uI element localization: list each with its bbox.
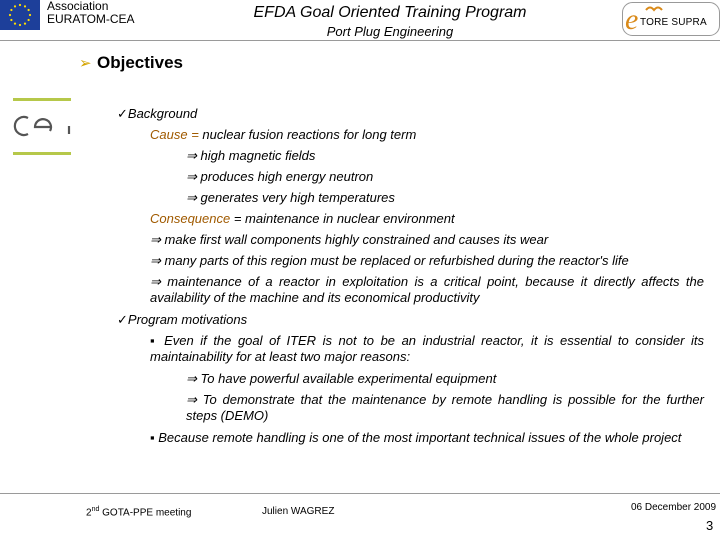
meeting-label	[86, 506, 191, 518]
cause-item-text: high magnetic fields	[200, 148, 316, 163]
reason-text: To demonstrate that the maintenance by remote handling is possible for the further steps (DEMO)	[186, 392, 704, 423]
square-bullet-icon: ▪	[150, 430, 159, 445]
implies-icon: ⇒	[186, 148, 201, 163]
svg-text:e: e	[625, 3, 639, 36]
page-number: 3	[706, 518, 714, 533]
motivation-bullet	[150, 333, 704, 365]
reason-item	[186, 371, 496, 387]
motivations-title: Program motivations	[127, 312, 248, 327]
background-item	[117, 106, 197, 122]
meeting-number: 2	[86, 507, 92, 519]
meeting-ordinal: nd	[91, 506, 100, 513]
motivation-text: Because remote handling is one of the most important technical issues of the whole project	[158, 430, 682, 445]
motivation-bullet	[150, 430, 704, 446]
cause-item-text: produces high energy neutron	[200, 169, 374, 184]
consequence-item	[150, 253, 629, 269]
meeting-name: GOTA-PPE meeting	[99, 507, 192, 519]
consequence-label: Consequence	[150, 211, 231, 226]
implies-icon: ⇒	[150, 253, 165, 268]
program-title: EFDA Goal Oriented Training Program	[253, 4, 527, 21]
eu-flag-logo	[0, 0, 40, 30]
cause-item-text: generates very high temperatures	[200, 190, 395, 205]
checkmark-icon: ✓	[117, 106, 128, 121]
motivation-text: Even if the goal of ITER is not to be an industrial reactor, it is essential to consider its maintainability for at least two major reasons:	[150, 333, 704, 364]
cause-text: nuclear fusion reactions for long term	[198, 127, 417, 142]
association-line-2: EURATOM-CEA	[47, 12, 135, 26]
reason-item	[186, 392, 704, 424]
cause-item	[186, 148, 315, 164]
cea-logo	[13, 112, 71, 140]
footer-divider	[0, 493, 720, 494]
cause-label: Cause =	[150, 127, 199, 142]
background-title: Background	[127, 106, 198, 121]
checkmark-icon: ✓	[117, 312, 128, 327]
implies-icon: ⇒	[150, 232, 165, 247]
cea-logo-top-bar	[13, 98, 71, 101]
consequence-text: = maintenance in nuclear environment	[230, 211, 455, 226]
cause-item	[186, 190, 395, 206]
implies-icon: ⇒	[186, 190, 201, 205]
cause-item	[186, 169, 373, 185]
cea-logo-bottom-bar	[13, 152, 71, 155]
reason-text: To have powerful available experimental equipment	[200, 371, 497, 386]
tore-supra-label: TORE SUPRA	[640, 17, 707, 28]
consequence-item-text: make first wall components highly constrained and causes its wear	[164, 232, 549, 247]
consequence-item-text: many parts of this region must be replaced or refurbished during the reactor's life	[164, 253, 629, 268]
consequence-line	[150, 211, 455, 227]
consequence-item	[150, 232, 548, 248]
arrow-bullet-icon: ➢	[79, 55, 92, 72]
consequence-item	[150, 274, 704, 306]
program-subtitle: Port Plug Engineering	[326, 24, 454, 39]
association-label	[47, 0, 135, 26]
cause-line	[150, 127, 416, 143]
motivations-item	[117, 312, 247, 328]
implies-icon: ⇒	[186, 392, 203, 407]
implies-icon: ⇒	[186, 169, 201, 184]
footer-date: 06 December 2009	[631, 502, 717, 513]
slide-heading: Objectives	[97, 53, 183, 72]
author-name: Julien WAGREZ	[262, 506, 335, 517]
square-bullet-icon: ▪	[150, 333, 165, 348]
consequence-item-text: maintenance of a reactor in exploitation is a critical point, because it directly affects the availability of the machine and its economical productivity	[150, 274, 704, 305]
header-divider	[0, 40, 720, 41]
implies-icon: ⇒	[150, 274, 168, 289]
association-line-1: Association	[47, 0, 109, 13]
implies-icon: ⇒	[186, 371, 201, 386]
